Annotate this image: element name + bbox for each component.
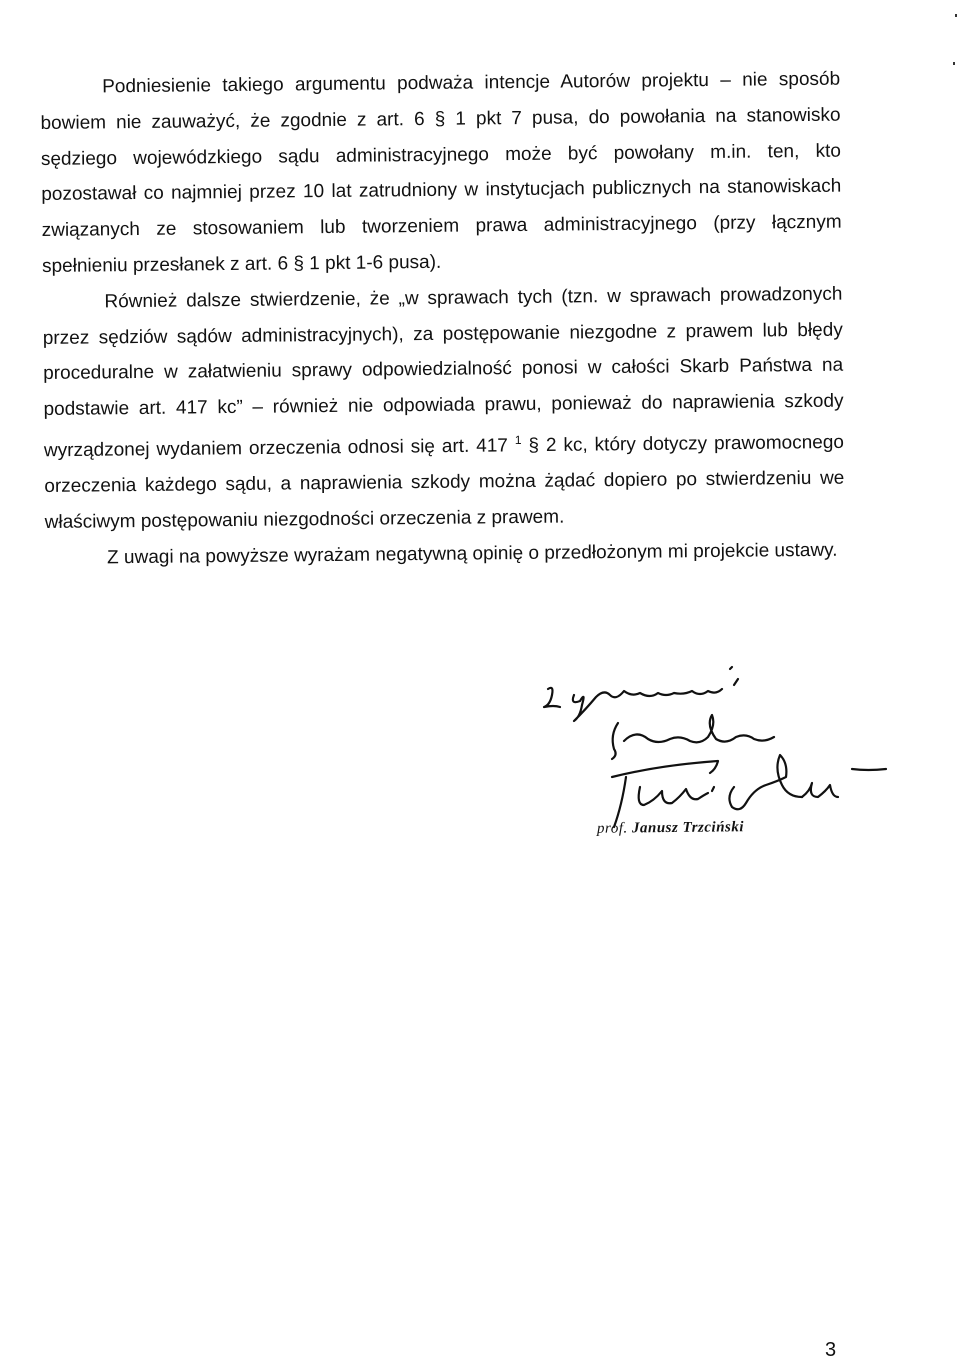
paragraph-argument: Podniesienie takiego argumentu podważa intencje Autorów projektu – nie sposób bowiem nie zauważyć, że zgodnie z art. 6 § 1 pkt 7 pusa, do powołania na stanowisko sędziego wojewódzkiego sądu administracyjnego może być powołany m.in. ten, kto pozostawał co najmniej przez 10 lat zatrudniony w instytucjach publicznych na stanowiskach związanych ze stosowaniem lub tworzeniem prawa administracyjnego (przy łącznym spełnieniu przesłanek z art. 6 § 1 pkt 1-6 pusa). — [40, 68, 842, 277]
document-body — [40, 62, 845, 577]
paragraph-conclusion: Z uwagi na powyższe wyrażam negatywną opinię o przedłożonym mi projekcie ustawy. — [106, 539, 838, 569]
paragraph-liability-text: Również dalsze stwierdzenie, że „w sprawach tych (tzn. w sprawach prowadzonych przez sędziów sądów administracyjnych), za postępowanie niezgodne z prawem lub błędy proceduralne w załatwieniu sprawy odpowiedzialność ponosi w całości Skarb Państwa na podstawie art. 417 kc” – również nie odpowiada prawu, ponieważ do naprawienia szkody wyrządzonej wydaniem orzeczenia odnosi się art. 417 — [42, 283, 844, 462]
handwritten-signature — [540, 665, 900, 835]
scan-speck — [953, 62, 955, 65]
signatory-name — [597, 819, 744, 838]
paragraph-liability-text-end: § 2 kc, który dotyczy prawomocnego orzeczenia każdego sądu, a naprawienia szkody można żądać dopiero po stwierdzeniu we właściwym postępowaniu niezgodności orzeczenia z prawem. — [44, 431, 845, 533]
signatory-fullname: Janusz Trzciński — [631, 819, 745, 837]
page-number: 3 — [825, 1339, 837, 1361]
paragraph-liability — [42, 276, 845, 540]
signatory-title: prof. — [596, 820, 628, 837]
signature-block — [540, 665, 900, 855]
scan-speck — [955, 14, 957, 17]
article-superscript: 1 — [514, 432, 522, 448]
